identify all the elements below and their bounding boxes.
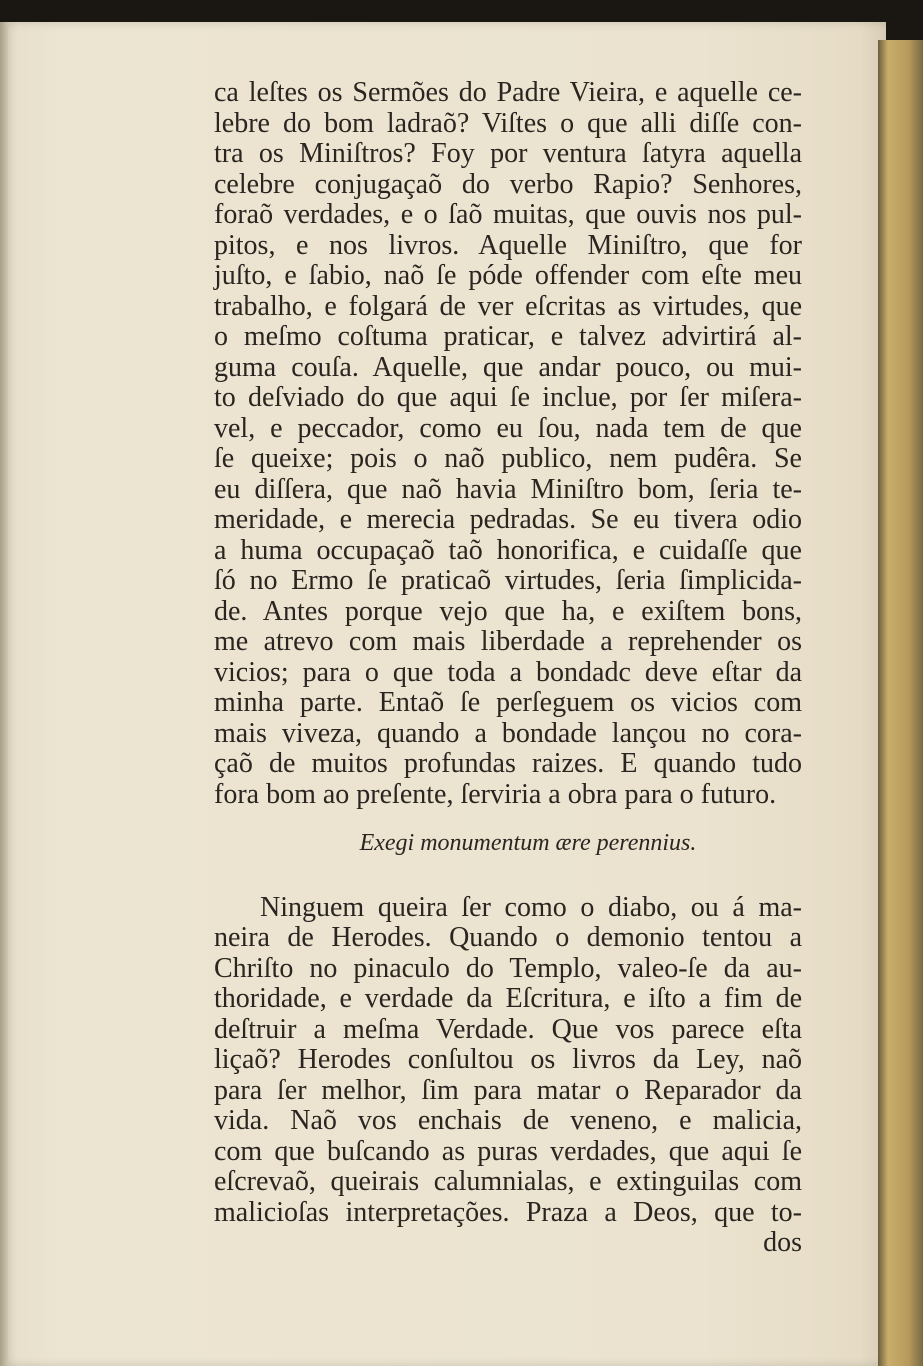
text-line: Ninguem queira ſer como o diabo, ou á ma- — [260, 891, 802, 923]
text-line: o meſmo coſtuma praticar, e talvez advirtirá al- — [214, 321, 802, 352]
catchword: dos — [763, 1227, 802, 1258]
text-line: eu diſſera, que naõ havia Miniſtro bom, ſeria te- — [214, 473, 802, 505]
text-line: foraõ verdades, e o ſaõ muitas, que ouvis nos pul- — [214, 199, 802, 230]
text-line: neira de Herodes. Quando o demonio tentou a — [214, 922, 802, 953]
text-line: Chriſto no pinaculo do Templo, valeo-ſe da au- — [214, 952, 802, 984]
page-text — [214, 78, 802, 1259]
text-line: vel, e peccador, como eu ſou, nada tem de que — [214, 412, 802, 444]
text-line: de. Antes porque vejo que ha, e exiſtem bons, — [214, 595, 802, 627]
page-gutter — [0, 22, 8, 1366]
paragraph-2 — [214, 893, 802, 1229]
text-line: me atrevo com mais liberdade a reprehender os — [214, 626, 802, 657]
text-line: celebre conjugaçaõ do verbo Rapio? Senhores, — [214, 168, 802, 200]
text-line: vicios; para o que toda a bondadc deve eſtar da — [214, 656, 802, 688]
text-line: com que buſcando as puras verdades, que aqui ſe — [214, 1135, 802, 1167]
text-line: juſto, e ſabio, naõ ſe póde offender com eſte meu — [214, 260, 802, 291]
text-line: guma couſa. Aquelle, que andar pouco, ou mui- — [214, 351, 802, 383]
text-line: mais viveza, quando a bondade lançou no cora- — [214, 717, 802, 749]
text-line: vida. Naõ vos enchais de veneno, e malicia, — [214, 1105, 802, 1136]
text-line: liçaõ? Herodes conſultou os livros da Ley, naõ — [214, 1044, 802, 1075]
text-line: thoridade, e verdade da Eſcritura, e iſto a fim de — [214, 983, 802, 1014]
text-line: ſó no Ermo ſe praticaõ virtudes, ſeria ſimplicida- — [214, 565, 802, 596]
text-line: çaõ de muitos profundas raizes. E quando tudo — [214, 748, 802, 779]
text-line: a huma occupaçaõ taõ honorifica, e cuidaſſe que — [214, 534, 802, 566]
text-line: eſcrevaõ, queirais calumnialas, e extinguilas com — [214, 1166, 802, 1197]
text-line: ca leſtes os Sermões do Padre Vieira, e aquelle ce- — [214, 77, 802, 108]
text-line: malicioſas interpretações. Praza a Deos, que to- — [214, 1196, 802, 1228]
text-line: lebre do bom ladraõ? Viſtes o que alli diſſe con- — [214, 107, 802, 139]
text-line: minha parte. Entaõ ſe perſeguem os vicios com — [214, 687, 802, 718]
text-line: fora bom ao preſente, ſerviria a obra para o futuro. — [214, 778, 777, 810]
text-line: pitos, e nos livros. Aquelle Miniſtro, que for — [214, 229, 802, 261]
text-line: ſe queixe; pois o naõ publico, nem pudêra. Se — [214, 443, 802, 474]
epigraph: Exegi monumentum ære perennius. — [359, 830, 697, 856]
text-line: meridade, e merecia pedradas. Se eu tivera odio — [214, 504, 802, 535]
text-line: deſtruir a meſma Verdade. Que vos parece eſta — [214, 1013, 802, 1045]
book-fore-edge — [878, 40, 923, 1366]
text-line: trabalho, e folgará de ver eſcritas as virtudes, que — [214, 290, 802, 322]
text-line: para ſer melhor, ſim para matar o Reparador da — [214, 1074, 802, 1106]
paragraph-1 — [214, 78, 802, 810]
text-line: tra os Miniſtros? Foy por ventura ſatyra aquella — [214, 138, 802, 169]
text-line: to deſviado do que aqui ſe inclue, por ſer miſera- — [214, 382, 802, 413]
